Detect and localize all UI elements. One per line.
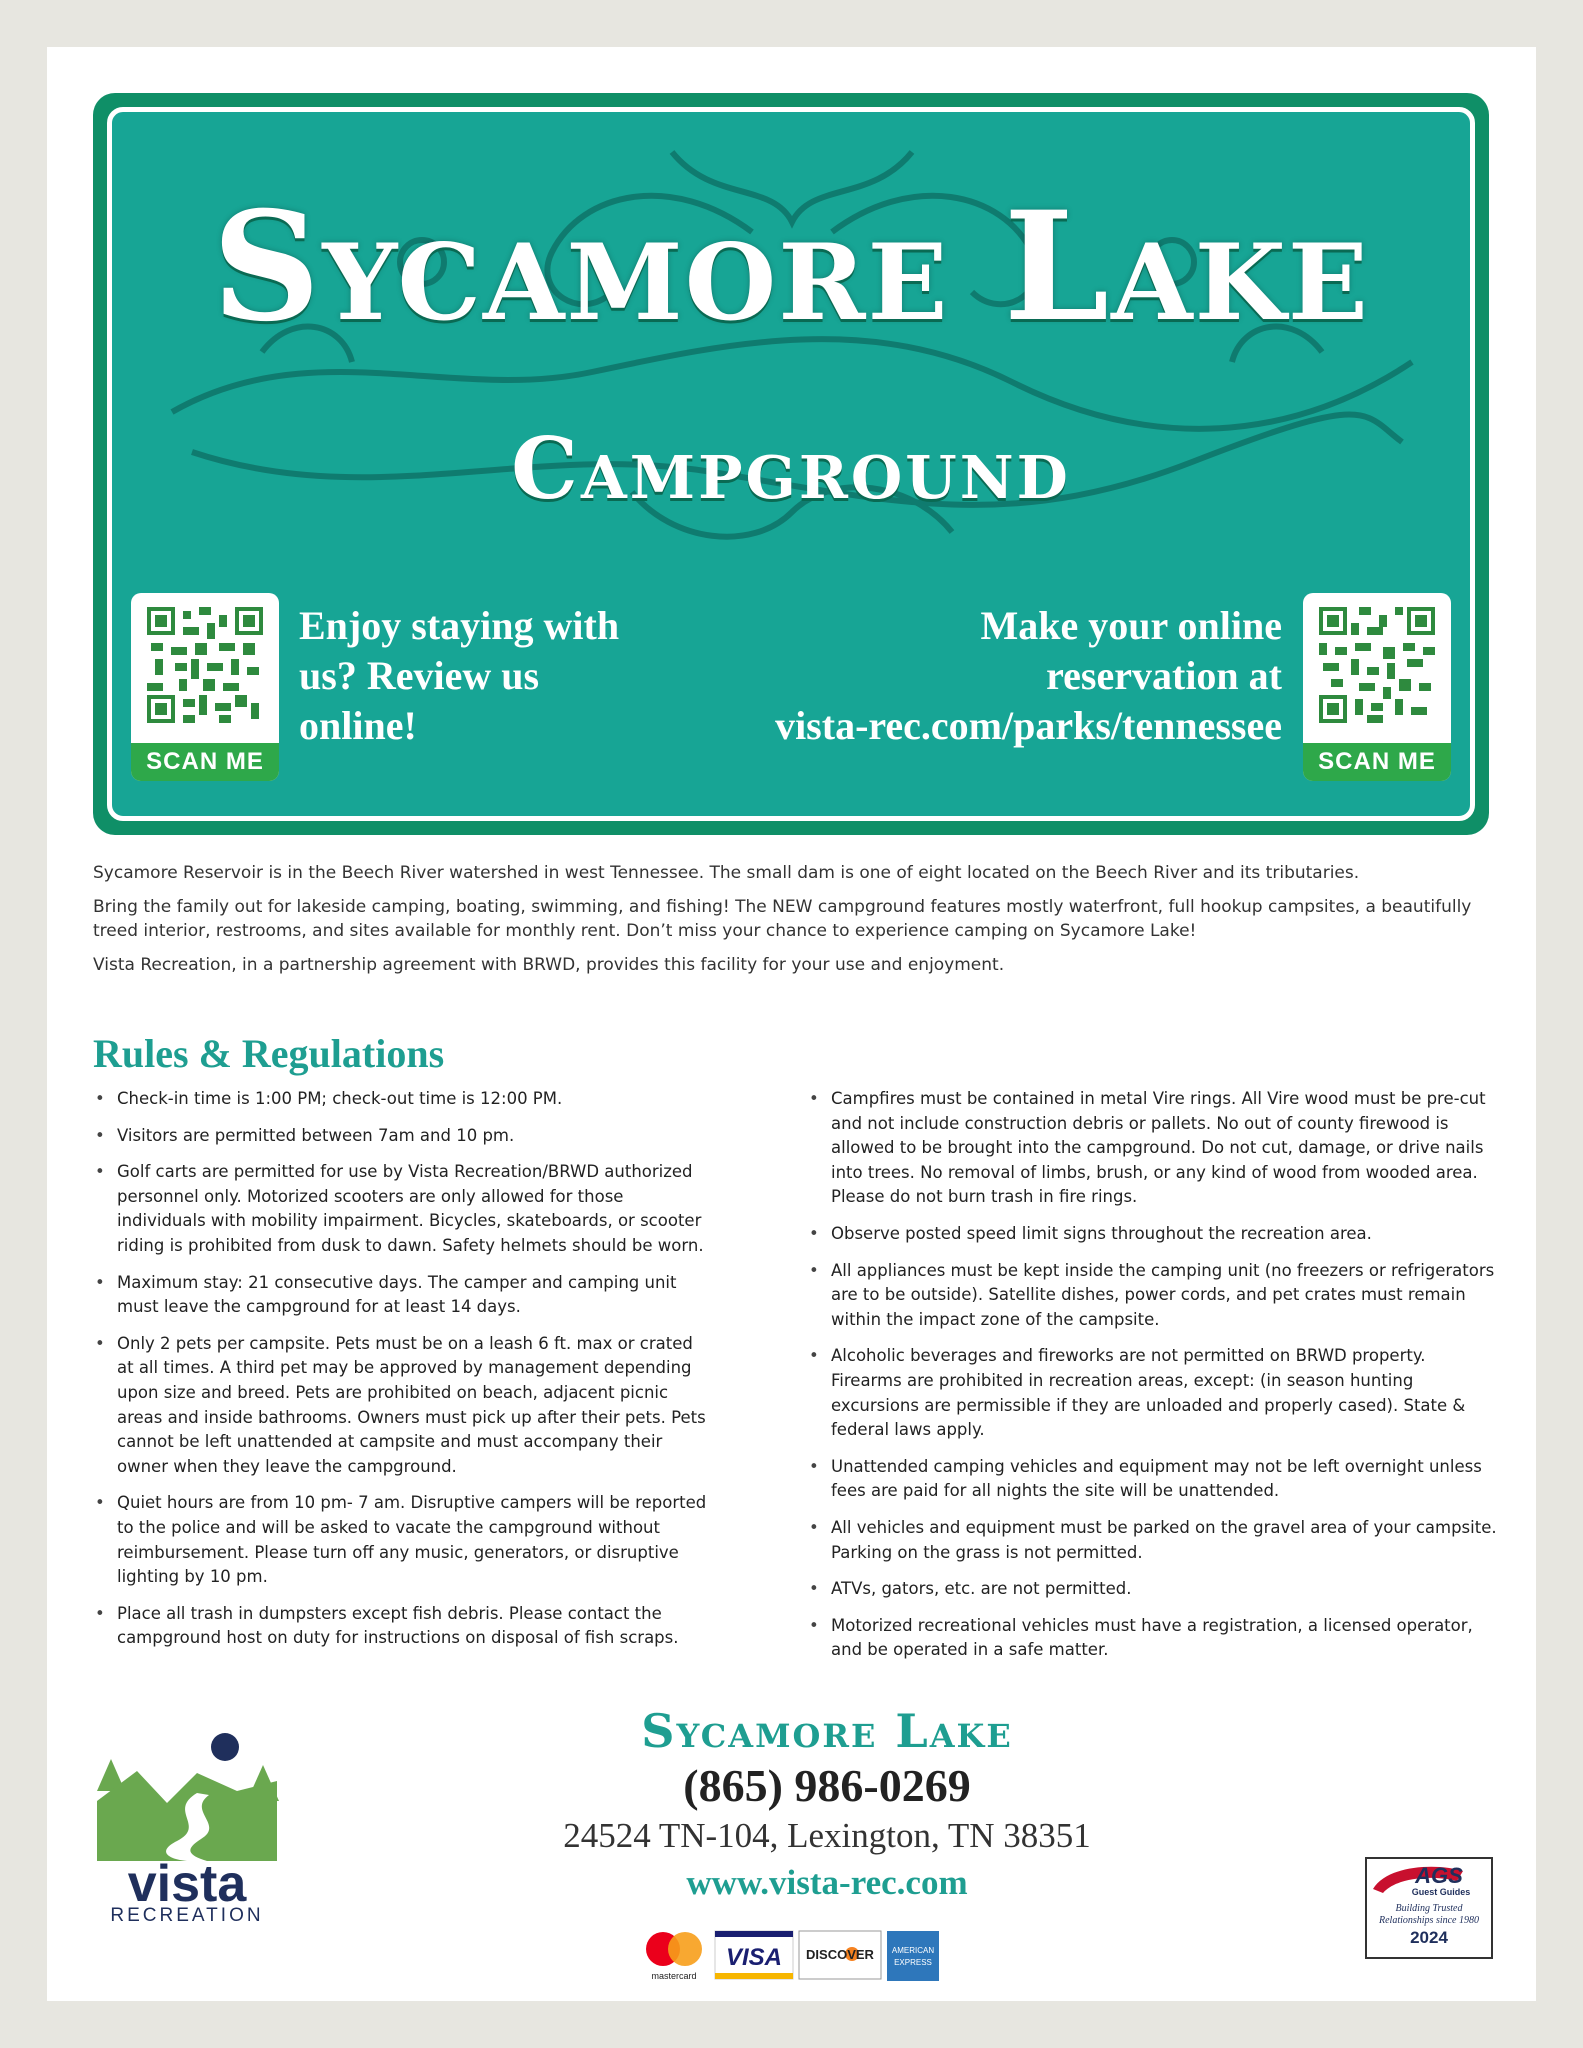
footer-address: 24524 TN-104, Lexington, TN 38351 <box>563 1816 1091 1855</box>
reservation-line-1: Make your online <box>980 603 1282 648</box>
rule-item: • All appliances must be kept inside the camping unit (no freezers or refrigerators are to be outside). Satellite dishes, power cords, and pet crates must remain within the impact zone of the campsite. <box>807 1259 1497 1333</box>
review-prompt: Enjoy staying with us? Review us online! <box>299 603 620 748</box>
ags-year: 2024 <box>1410 1928 1448 1947</box>
reservation-line-2: reservation at <box>1046 653 1282 698</box>
rule-item: • Visitors are permitted between 7am and 10 pm. <box>93 1124 713 1149</box>
amex-icon <box>887 1931 939 1981</box>
rule-item: • Alcoholic beverages and fireworks are not permitted on BRWD property. Firearms are prohibited in recreation areas, except: (in season hunting excursions are permissible if they are unloaded and properly cased). State & federal laws apply. <box>807 1344 1497 1442</box>
scan-me-label: SCAN ME <box>1303 743 1451 781</box>
intro-paragraph: Vista Recreation, in a partnership agreement with BRWD, provides this facility for your use and enjoyment. <box>93 955 1005 975</box>
intro-paragraph: Sycamore Reservoir is in the Beech River watershed in west Tennessee. The small dam is one of eight located on the Beech River and its tributaries. <box>93 863 1360 883</box>
intro-paragraph: Bring the family out for lakeside camping, boating, swimming, and fishing! The NEW campground features mostly waterfront, full hookup campsites, a beautifully treed interior, restrooms, and sites available for monthly rent. Don’t miss your chance to experience camping on Sycamore Lake! <box>93 897 1472 941</box>
rule-item: • Unattended camping vehicles and equipment may not be left overnight unless fees are paid for all nights the site will be unattended. <box>807 1455 1497 1504</box>
ags-line-3: Relationships since 1980 <box>1379 1915 1479 1926</box>
ags-line-2: Building Trusted <box>1395 1903 1463 1914</box>
footer-phone[interactable]: (865) 986-0269 <box>683 1760 971 1811</box>
rule-item: • Campfires must be contained in metal Vire rings. All Vire wood must be pre-cut and not include construction debris or pallets. No out of county firewood is allowed to be brought into the campground. Do not cut, damage, or drive nails into trees. No removal of limbs, brush, or any kind of wood from wooded area. Please do not burn trash in fire rings. <box>807 1087 1497 1210</box>
reservation-url[interactable]: vista-rec.com/parks/tennessee <box>775 703 1282 748</box>
rule-item: • ATVs, gators, etc. are not permitted. <box>807 1577 1497 1602</box>
banner-title: Sycamore Lake <box>212 179 1370 355</box>
amex-label-1: AMERICAN <box>891 1946 935 1955</box>
vista-recreation-logo <box>97 1731 287 1921</box>
header-banner <box>93 93 1489 835</box>
ags-badge <box>1365 1857 1493 1959</box>
visa-icon <box>715 1931 793 1979</box>
rules-list-right <box>807 1087 1497 1675</box>
qr-code-icon <box>1319 607 1435 723</box>
discover-label: DISCOVER <box>806 1947 874 1962</box>
intro-text <box>93 861 1493 987</box>
rule-item: • Observe posted speed limit signs throughout the recreation area. <box>807 1222 1497 1247</box>
banner-panel <box>107 107 1475 821</box>
rules-heading: Rules & Regulations <box>93 1031 445 1076</box>
reservation-prompt <box>662 601 1282 751</box>
rule-item: • All vehicles and equipment must be parked on the gravel area of your campsite. Parking on the grass is not permitted. <box>807 1516 1497 1565</box>
rule-item: • Only 2 pets per campsite. Pets must be on a leash 6 ft. max or crated at all times. A third pet may be approved by management depending upon size and breed. Pets are prohibited on beach, adjacent picnic areas and inside bathrooms. Owners must pick up after their pets. Pets cannot be left unattended at campsite and must accompany their owner when they leave the campground. <box>93 1332 713 1480</box>
amex-label-2: EXPRESS <box>894 1958 932 1967</box>
logo-subtitle: RECREATION <box>110 1905 264 1921</box>
flyer-page <box>47 47 1536 2001</box>
footer-park-name: Sycamore Lake <box>641 1704 1013 1758</box>
reservation-qr-code[interactable] <box>1303 593 1451 781</box>
ags-brand: AGS <box>1415 1863 1463 1888</box>
banner-subtitle: Campground <box>511 419 1071 518</box>
review-qr-code[interactable] <box>131 593 279 781</box>
contact-block <box>427 1703 1227 1907</box>
ags-logo-icon <box>1367 1859 1491 1957</box>
discover-icon <box>799 1931 881 1979</box>
rules-list-left <box>93 1087 713 1663</box>
rule-item: • Maximum stay: 21 consecutive days. The camper and camping unit must leave the campground for at least 14 days. <box>93 1271 713 1320</box>
mastercard-icon <box>646 1932 702 1981</box>
scan-me-label: SCAN ME <box>131 743 279 781</box>
payment-cards <box>641 1927 1001 1985</box>
rule-item: • Motorized recreational vehicles must have a registration, a licensed operator, and be operated in a safe matter. <box>807 1614 1497 1663</box>
rule-item: • Golf carts are permitted for use by Vista Recreation/BRWD authorized personnel only. Motorized scooters are only allowed for those individuals with mobility impairment. Bicycles, skateboards, or scooter riding is prohibited from dusk to dawn. Safety helmets should be worn. <box>93 1160 713 1258</box>
mastercard-label: mastercard <box>651 1971 697 1981</box>
rule-item: • Place all trash in dumpsters except fish debris. Please contact the campground host on duty for instructions on disposal of fish scraps. <box>93 1602 713 1651</box>
rule-item: • Check-in time is 1:00 PM; check-out time is 12:00 PM. <box>93 1087 713 1112</box>
footer-website-link[interactable]: www.vista-rec.com <box>686 1863 968 1902</box>
visa-label: VISA <box>725 1944 783 1971</box>
qr-code-icon <box>147 607 263 723</box>
logo-wordmark: vista <box>127 1855 247 1913</box>
ags-line-1: Guest Guides <box>1411 1887 1471 1897</box>
rule-item: • Quiet hours are from 10 pm- 7 am. Disruptive campers will be reported to the police and will be asked to vacate the campground without reimbursement. Please turn off any music, generators, or disruptive lighting by 10 pm. <box>93 1491 713 1589</box>
